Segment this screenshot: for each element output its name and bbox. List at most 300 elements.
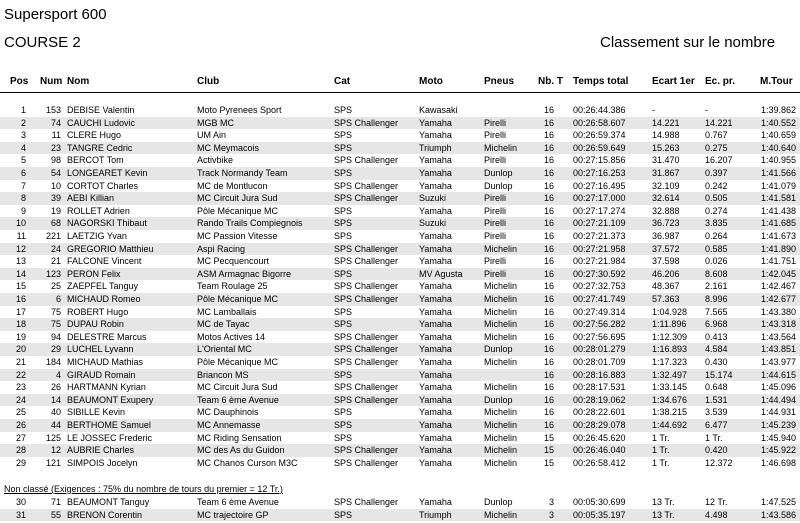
table-row bbox=[0, 230, 800, 243]
cell-club: Briancon MS bbox=[197, 369, 249, 380]
cell-nb-t: 16 bbox=[543, 344, 554, 355]
cell-moto: Yamaha bbox=[419, 306, 452, 317]
cell-temps-total: 00:28:17.531 bbox=[573, 382, 626, 393]
cell-nom: ZAEPFEL Tanguy bbox=[67, 281, 139, 292]
cell-cat: SPS Challenger bbox=[334, 155, 399, 166]
cell-pos: 28 bbox=[15, 445, 26, 456]
cell-moto: Yamaha bbox=[419, 420, 452, 430]
cell-moto: Yamaha bbox=[419, 357, 452, 367]
cell-moto: Yamaha bbox=[419, 407, 452, 418]
cell-temps-total: 00:28:01.709 bbox=[573, 357, 626, 367]
cell-m-tour: 1:45.096 bbox=[760, 382, 796, 393]
cell-nom: NAGORSKI Thibaut bbox=[67, 218, 147, 229]
table-row bbox=[0, 381, 800, 394]
col-pneus: Pneus bbox=[484, 76, 515, 87]
page-title: Supersport 600 bbox=[4, 6, 107, 23]
cell-ec-pr: 4.498 bbox=[705, 509, 728, 520]
cell-m-tour: 1:45.940 bbox=[760, 432, 796, 443]
cell-ecart-1er: 57.363 bbox=[652, 294, 680, 304]
cell-nb-t: 16 bbox=[543, 331, 554, 342]
cell-cat: SPS Challenger bbox=[334, 445, 399, 456]
cell-m-tour: 1:45.239 bbox=[760, 420, 796, 430]
cell-moto: Yamaha bbox=[419, 497, 452, 507]
cell-nb-t: 16 bbox=[543, 180, 554, 191]
cell-temps-total: 00:27:56.695 bbox=[573, 331, 626, 342]
cell-club: Aspi Racing bbox=[197, 243, 246, 254]
cell-num: 123 bbox=[45, 268, 61, 279]
cell-club: MC Passion Vitesse bbox=[197, 231, 278, 241]
cell-nb-t: 16 bbox=[543, 394, 554, 405]
cell-num: 23 bbox=[50, 142, 61, 153]
cell-club: MC trajectoire GP bbox=[197, 509, 269, 520]
cell-cat: SPS Challenger bbox=[334, 256, 399, 267]
cell-temps-total: 00:26:59.374 bbox=[573, 130, 626, 141]
cell-nom: BERCOT Tom bbox=[67, 155, 124, 166]
cell-nom: BEAUMONT Tanguy bbox=[67, 497, 150, 507]
cell-ec-pr: 3.539 bbox=[705, 407, 728, 418]
cell-num: 68 bbox=[50, 218, 61, 229]
cell-moto: Yamaha bbox=[419, 382, 452, 393]
cell-pneus: Michelin bbox=[484, 331, 518, 342]
cell-m-tour: 1:41.673 bbox=[760, 231, 796, 241]
table-row bbox=[0, 343, 800, 356]
cell-nb-t: 16 bbox=[543, 105, 554, 115]
cell-cat: SPS bbox=[334, 142, 353, 153]
cell-pneus: Dunlop bbox=[484, 180, 513, 191]
table-row bbox=[0, 280, 800, 293]
cell-num: 40 bbox=[50, 407, 61, 418]
table-row bbox=[0, 306, 800, 319]
cell-ecart-1er: 32.614 bbox=[652, 193, 680, 204]
cell-pneus: Michelin bbox=[484, 407, 518, 418]
cell-nom: LONGEARET Kevin bbox=[67, 168, 148, 178]
table-row bbox=[0, 104, 800, 117]
cell-ec-pr: 0.026 bbox=[705, 256, 728, 267]
table-row bbox=[0, 180, 800, 193]
cell-ec-pr: 0.275 bbox=[705, 142, 728, 153]
cell-num: 71 bbox=[50, 497, 61, 507]
cell-pneus: Dunlop bbox=[484, 497, 513, 507]
cell-temps-total: 00:26:58.412 bbox=[573, 457, 626, 468]
cell-pneus: Pirelli bbox=[484, 117, 507, 128]
cell-pneus: Michelin bbox=[484, 243, 518, 254]
cell-nom: MICHAUD Romeo bbox=[67, 294, 141, 304]
cell-num: 121 bbox=[45, 457, 61, 468]
cell-num: 25 bbox=[50, 281, 61, 292]
cell-pneus: Dunlop bbox=[484, 394, 513, 405]
cell-ecart-1er: 1:34.676 bbox=[652, 394, 688, 405]
cell-ec-pr: 12.372 bbox=[705, 457, 733, 468]
cell-nom: PERON Felix bbox=[67, 268, 121, 279]
cell-temps-total: 00:26:44.386 bbox=[573, 105, 626, 115]
cell-cat: SPS bbox=[334, 369, 353, 380]
cell-nb-t: 16 bbox=[543, 294, 554, 304]
cell-nom: ROLLET Adrien bbox=[67, 205, 130, 216]
col-nb-t: Nb. T bbox=[538, 76, 563, 87]
col-moto: Moto bbox=[419, 76, 443, 87]
cell-club: Team 6 ème Avenue bbox=[197, 394, 279, 405]
cell-m-tour: 1:45.922 bbox=[760, 445, 796, 456]
cell-m-tour: 1:44.615 bbox=[760, 369, 796, 380]
cell-pneus: Dunlop bbox=[484, 344, 513, 355]
cell-nom: GREGORIO Matthieu bbox=[67, 243, 154, 254]
cell-cat: SPS Challenger bbox=[334, 294, 399, 304]
table-row bbox=[0, 255, 800, 268]
cell-moto: Yamaha bbox=[419, 256, 452, 267]
cell-club: Team Roulage 25 bbox=[197, 281, 268, 292]
table-row bbox=[0, 167, 800, 180]
cell-moto: Suzuki bbox=[419, 193, 447, 204]
cell-cat: SPS Challenger bbox=[334, 497, 399, 507]
cell-nom: SIBILLE Kevin bbox=[67, 407, 126, 418]
cell-pos: 22 bbox=[15, 369, 26, 380]
cell-temps-total: 00:26:45.620 bbox=[573, 432, 626, 443]
cell-m-tour: 1:41.890 bbox=[760, 243, 796, 254]
cell-club: MC de Tayac bbox=[197, 319, 250, 330]
cell-m-tour: 1:43.977 bbox=[760, 357, 796, 367]
cell-temps-total: 00:26:59.649 bbox=[573, 142, 626, 153]
cell-cat: SPS bbox=[334, 205, 353, 216]
cell-pneus: Michelin bbox=[484, 306, 518, 317]
cell-cat: SPS bbox=[334, 105, 353, 115]
cell-pos: 4 bbox=[20, 142, 26, 153]
cell-nb-t: 16 bbox=[543, 168, 554, 178]
col-ec-pr: Ec. pr. bbox=[705, 76, 736, 87]
cell-pneus: Michelin bbox=[484, 509, 518, 520]
cell-nom: LAETZIG Yvan bbox=[67, 231, 127, 241]
cell-nom: DUPAU Robin bbox=[67, 319, 124, 330]
cell-num: 54 bbox=[50, 168, 61, 178]
cell-nb-t: 15 bbox=[543, 457, 554, 468]
cell-ecart-1er: 32.109 bbox=[652, 180, 680, 191]
table-row bbox=[0, 406, 800, 419]
col-ecart-1er: Ecart 1er bbox=[652, 76, 695, 87]
cell-moto: Kawasaki bbox=[419, 105, 458, 115]
cell-ecart-1er: 48.367 bbox=[652, 281, 680, 292]
cell-pneus: Michelin bbox=[484, 382, 518, 393]
cell-ecart-1er: 36.987 bbox=[652, 231, 680, 241]
table-row bbox=[0, 496, 800, 509]
cell-num: 12 bbox=[50, 445, 61, 456]
cell-cat: SPS Challenger bbox=[334, 394, 399, 405]
cell-nb-t: 16 bbox=[543, 407, 554, 418]
cell-pos: 25 bbox=[15, 407, 26, 418]
cell-num: 74 bbox=[50, 117, 61, 128]
cell-nb-t: 16 bbox=[543, 231, 554, 241]
cell-ecart-1er: 1 Tr. bbox=[652, 457, 670, 468]
cell-pos: 20 bbox=[15, 344, 26, 355]
cell-club: Activbike bbox=[197, 155, 234, 166]
cell-nb-t: 16 bbox=[543, 420, 554, 430]
cell-ecart-1er: 32.888 bbox=[652, 205, 680, 216]
cell-ec-pr: 0.413 bbox=[705, 331, 728, 342]
table-row bbox=[0, 205, 800, 218]
cell-temps-total: 00:27:15.856 bbox=[573, 155, 626, 166]
cell-cat: SPS bbox=[334, 319, 353, 330]
cell-m-tour: 1:41.438 bbox=[760, 205, 796, 216]
cell-club: ASM Armagnac Bigorre bbox=[197, 268, 292, 279]
cell-cat: SPS Challenger bbox=[334, 193, 399, 204]
cell-m-tour: 1:42.045 bbox=[760, 268, 796, 279]
cell-moto: Yamaha bbox=[419, 168, 452, 178]
cell-pos: 16 bbox=[15, 294, 26, 304]
cell-nb-t: 16 bbox=[543, 281, 554, 292]
cell-m-tour: 1:43.851 bbox=[760, 344, 796, 355]
cell-ec-pr: 1 Tr. bbox=[705, 432, 723, 443]
col-pos: Pos bbox=[10, 76, 29, 87]
cell-moto: Yamaha bbox=[419, 369, 452, 380]
cell-nb-t: 16 bbox=[543, 193, 554, 204]
cell-num: 98 bbox=[50, 155, 61, 166]
cell-temps-total: 00:05:35.197 bbox=[573, 509, 626, 520]
cell-num: 4 bbox=[55, 369, 61, 380]
cell-pos: 2 bbox=[20, 117, 26, 128]
cell-m-tour: 1:47.525 bbox=[760, 497, 796, 507]
cell-nom: AUBRIE Charles bbox=[67, 445, 135, 456]
cell-pneus: Michelin bbox=[484, 281, 518, 292]
table-row bbox=[0, 509, 800, 522]
cell-club: Pôle Mécanique MC bbox=[197, 294, 279, 304]
cell-temps-total: 00:28:16.883 bbox=[573, 369, 626, 380]
cell-pneus: Pirelli bbox=[484, 193, 507, 204]
cell-pneus: Pirelli bbox=[484, 155, 507, 166]
cell-pneus: Pirelli bbox=[484, 218, 507, 229]
cell-ec-pr: 2.161 bbox=[705, 281, 728, 292]
table-row bbox=[0, 419, 800, 432]
cell-cat: SPS bbox=[334, 306, 353, 317]
cell-pneus: Pirelli bbox=[484, 231, 507, 241]
cell-moto: Yamaha bbox=[419, 155, 452, 166]
table-row bbox=[0, 268, 800, 281]
cell-temps-total: 00:28:01.279 bbox=[573, 344, 626, 355]
table-row bbox=[0, 243, 800, 256]
cell-pos: 19 bbox=[15, 331, 26, 342]
cell-club: MC de Montlucon bbox=[197, 180, 268, 191]
cell-num: 44 bbox=[50, 420, 61, 430]
cell-ec-pr: 0.648 bbox=[705, 382, 728, 393]
cell-nb-t: 16 bbox=[543, 205, 554, 216]
cell-ec-pr: 6.477 bbox=[705, 420, 728, 430]
cell-nb-t: 3 bbox=[548, 509, 554, 520]
cell-cat: SPS bbox=[334, 130, 353, 141]
cell-moto: Yamaha bbox=[419, 231, 452, 241]
cell-moto: Yamaha bbox=[419, 394, 452, 405]
cell-cat: SPS bbox=[334, 168, 353, 178]
cell-m-tour: 1:39.862 bbox=[760, 105, 796, 115]
cell-nb-t: 16 bbox=[543, 218, 554, 229]
cell-club: Moto Pyrenees Sport bbox=[197, 105, 282, 115]
course-label: COURSE 2 bbox=[4, 34, 81, 51]
cell-moto: Yamaha bbox=[419, 457, 452, 468]
cell-cat: SPS Challenger bbox=[334, 281, 399, 292]
cell-cat: SPS Challenger bbox=[334, 243, 399, 254]
cell-num: 29 bbox=[50, 344, 61, 355]
cell-m-tour: 1:40.552 bbox=[760, 117, 796, 128]
cell-ecart-1er: 1:04.928 bbox=[652, 306, 688, 317]
cell-moto: Yamaha bbox=[419, 319, 452, 330]
cell-ec-pr: 14.221 bbox=[705, 117, 733, 128]
cell-ecart-1er: 13 Tr. bbox=[652, 509, 675, 520]
cell-num: 26 bbox=[50, 382, 61, 393]
cell-nom: DELESTRE Marcus bbox=[67, 331, 147, 342]
cell-nb-t: 3 bbox=[548, 497, 554, 507]
cell-pos: 17 bbox=[15, 306, 26, 317]
cell-moto: Yamaha bbox=[419, 294, 452, 304]
cell-m-tour: 1:41.581 bbox=[760, 193, 796, 204]
header-divider bbox=[0, 92, 800, 93]
cell-nom: GIRAUD Romain bbox=[67, 369, 136, 380]
cell-moto: Triumph bbox=[419, 142, 452, 153]
cell-ecart-1er: 1:32.497 bbox=[652, 369, 688, 380]
cell-num: 39 bbox=[50, 193, 61, 204]
cell-num: 6 bbox=[55, 294, 61, 304]
cell-cat: SPS bbox=[334, 407, 353, 418]
table-row bbox=[0, 432, 800, 445]
cell-ec-pr: 0.430 bbox=[705, 357, 728, 367]
cell-nom: AEBI Killian bbox=[67, 193, 115, 204]
cell-ec-pr: 7.565 bbox=[705, 306, 728, 317]
cell-temps-total: 00:26:58.607 bbox=[573, 117, 626, 128]
cell-nb-t: 16 bbox=[543, 243, 554, 254]
cell-num: 21 bbox=[50, 256, 61, 267]
cell-m-tour: 1:42.677 bbox=[760, 294, 796, 304]
cell-pneus: Michelin bbox=[484, 294, 518, 304]
cell-num: 14 bbox=[50, 394, 61, 405]
cell-cat: SPS Challenger bbox=[334, 117, 399, 128]
cell-cat: SPS Challenger bbox=[334, 180, 399, 191]
cell-ec-pr: 0.420 bbox=[705, 445, 728, 456]
cell-pos: 31 bbox=[15, 509, 26, 520]
cell-nb-t: 16 bbox=[543, 382, 554, 393]
cell-pos: 6 bbox=[20, 168, 26, 178]
cell-nom: HARTMANN Kyrian bbox=[67, 382, 146, 393]
cell-ecart-1er: 1:33.145 bbox=[652, 382, 688, 393]
cell-pneus: Pirelli bbox=[484, 268, 507, 279]
cell-m-tour: 1:46.698 bbox=[760, 457, 796, 468]
cell-club: MC Chanos Curson M3C bbox=[197, 457, 298, 468]
cell-club: MGB MC bbox=[197, 117, 234, 128]
cell-club: MC Circuit Jura Sud bbox=[197, 382, 278, 393]
col-num: Num bbox=[40, 76, 63, 87]
cell-nb-t: 16 bbox=[543, 117, 554, 128]
cell-pos: 15 bbox=[15, 281, 26, 292]
cell-ec-pr: 8.608 bbox=[705, 268, 728, 279]
cell-ec-pr: 15.174 bbox=[705, 369, 733, 380]
cell-pos: 13 bbox=[15, 256, 26, 267]
cell-temps-total: 00:27:21.109 bbox=[573, 218, 626, 229]
cell-ecart-1er: 14.988 bbox=[652, 130, 680, 141]
cell-nom: LE JOSSEC Frederic bbox=[67, 432, 153, 443]
cell-club: Pôle Mécanique MC bbox=[197, 357, 279, 367]
cell-nom: SIMPOIS Jocelyn bbox=[67, 457, 138, 468]
cell-club: Pôle Mécanique MC bbox=[197, 205, 279, 216]
cell-moto: Yamaha bbox=[419, 344, 452, 355]
cell-pos: 26 bbox=[15, 420, 26, 430]
table-row bbox=[0, 293, 800, 306]
cell-club: L'Oriental MC bbox=[197, 344, 252, 355]
cell-ec-pr: 3.835 bbox=[705, 218, 728, 229]
cell-club: Track Normandy Team bbox=[197, 168, 288, 178]
cell-m-tour: 1:44.931 bbox=[760, 407, 796, 418]
cell-club: MC Lamballais bbox=[197, 306, 257, 317]
cell-ec-pr: 0.585 bbox=[705, 243, 728, 254]
cell-nom: LUCHEL Lyvann bbox=[67, 344, 134, 355]
cell-ec-pr: 16.207 bbox=[705, 155, 733, 166]
cell-nb-t: 16 bbox=[543, 357, 554, 367]
cell-nb-t: 16 bbox=[543, 268, 554, 279]
cell-ec-pr: 12 Tr. bbox=[705, 497, 728, 507]
cell-pneus: Michelin bbox=[484, 445, 518, 456]
cell-temps-total: 00:27:41.749 bbox=[573, 294, 626, 304]
cell-club: MC Annemasse bbox=[197, 420, 261, 430]
cell-moto: Yamaha bbox=[419, 243, 452, 254]
cell-ec-pr: 1.531 bbox=[705, 394, 728, 405]
cell-num: 11 bbox=[51, 130, 61, 141]
cell-temps-total: 00:27:16.253 bbox=[573, 168, 626, 178]
cell-ec-pr: 0.264 bbox=[705, 231, 728, 241]
cell-pneus: Pirelli bbox=[484, 256, 507, 267]
cell-nom: BRENON Corentin bbox=[67, 509, 143, 520]
cell-temps-total: 00:27:32.753 bbox=[573, 281, 626, 292]
cell-ec-pr: 0.505 bbox=[705, 193, 728, 204]
table-row bbox=[0, 154, 800, 167]
cell-temps-total: 00:28:29.078 bbox=[573, 420, 626, 430]
cell-moto: Triumph bbox=[419, 509, 452, 520]
cell-club: MC Dauphinois bbox=[197, 407, 259, 418]
cell-ec-pr: 6.968 bbox=[705, 319, 728, 330]
cell-ecart-1er: 1:16.893 bbox=[652, 344, 688, 355]
cell-nb-t: 15 bbox=[543, 432, 554, 443]
cell-nb-t: 16 bbox=[543, 256, 554, 267]
cell-nom: FALCONE Vincent bbox=[67, 256, 142, 267]
col-m-tour: M.Tour bbox=[760, 76, 793, 87]
cell-ecart-1er: 46.206 bbox=[652, 268, 680, 279]
cell-temps-total: 00:26:46.040 bbox=[573, 445, 626, 456]
cell-club: Team 6 ème Avenue bbox=[197, 497, 279, 507]
cell-num: 94 bbox=[50, 331, 61, 342]
cell-temps-total: 00:27:21.373 bbox=[573, 231, 626, 241]
table-row bbox=[0, 142, 800, 155]
cell-moto: MV Agusta bbox=[419, 268, 463, 279]
cell-m-tour: 1:43.318 bbox=[760, 319, 796, 330]
cell-pos: 14 bbox=[15, 268, 26, 279]
cell-m-tour: 1:42.467 bbox=[760, 281, 796, 292]
cell-ecart-1er: 31.470 bbox=[652, 155, 680, 166]
cell-cat: SPS bbox=[334, 268, 353, 279]
cell-ecart-1er: 1:11.896 bbox=[652, 319, 687, 330]
cell-cat: SPS bbox=[334, 420, 353, 430]
table-row bbox=[0, 129, 800, 142]
cell-num: 125 bbox=[45, 432, 61, 443]
cell-club: UM Ain bbox=[197, 130, 227, 141]
cell-pos: 12 bbox=[15, 243, 26, 254]
cell-moto: Suzuki bbox=[419, 218, 447, 229]
cell-club: Motos Actives 14 bbox=[197, 331, 266, 342]
cell-club: MC Meymacois bbox=[197, 142, 260, 153]
cell-num: 55 bbox=[50, 509, 61, 520]
cell-pos: 29 bbox=[15, 457, 26, 468]
cell-pneus: Michelin bbox=[484, 319, 518, 330]
cell-pneus: Pirelli bbox=[484, 205, 507, 216]
cell-pos: 27 bbox=[15, 432, 26, 443]
cell-nb-t: 16 bbox=[543, 306, 554, 317]
cell-num: 24 bbox=[50, 243, 61, 254]
cell-temps-total: 00:27:21.958 bbox=[573, 243, 626, 254]
cell-temps-total: 00:28:19.062 bbox=[573, 394, 626, 405]
table-row bbox=[0, 394, 800, 407]
cell-pos: 21 bbox=[15, 357, 26, 367]
cell-cat: SPS bbox=[334, 218, 353, 229]
